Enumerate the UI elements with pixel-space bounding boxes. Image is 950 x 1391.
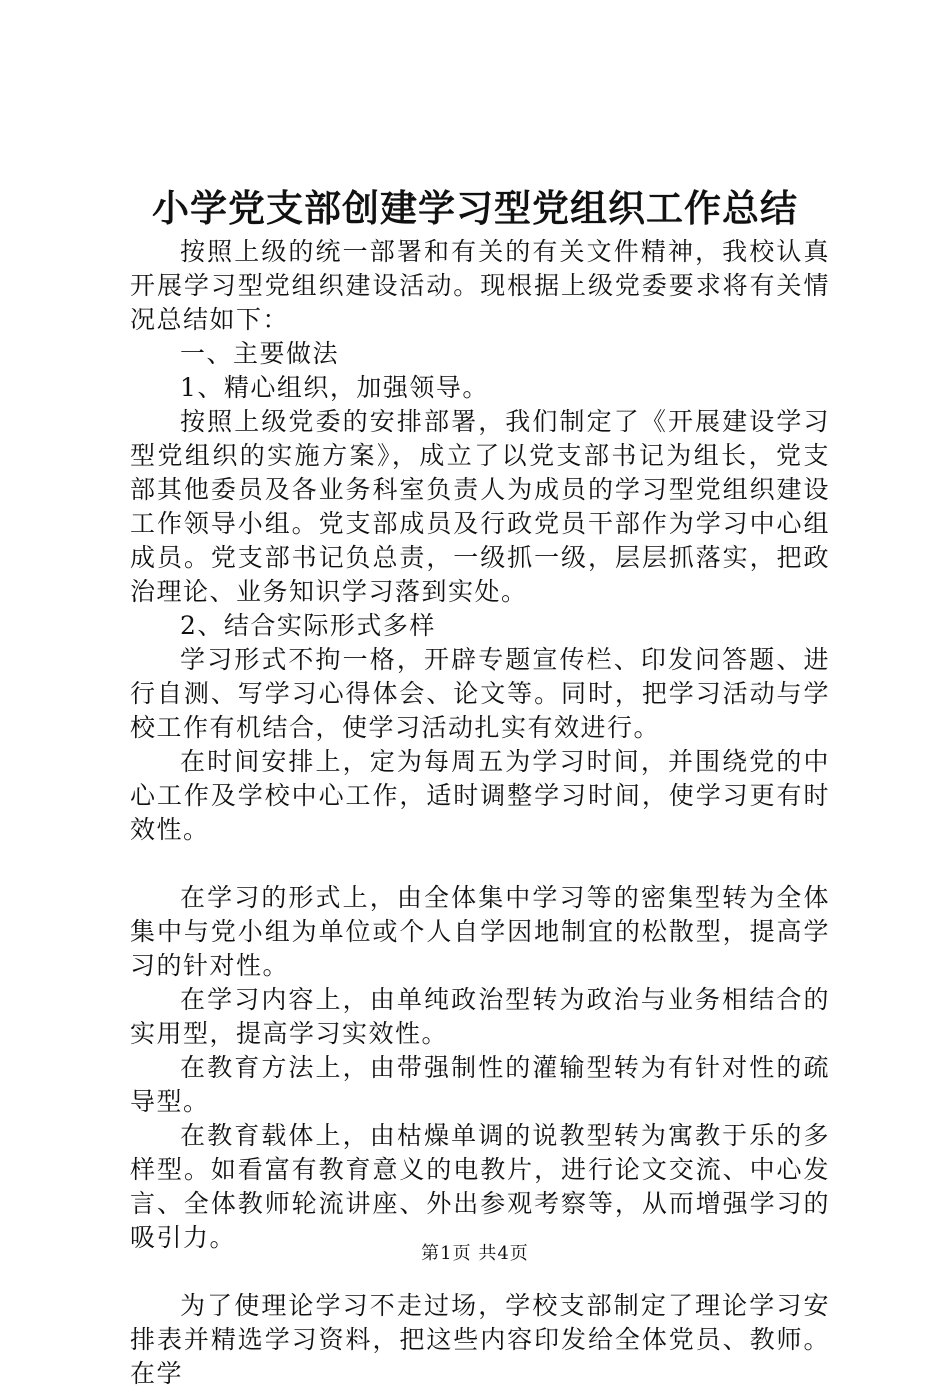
- subheading-organization: 1、精心组织，加强领导。: [180, 373, 489, 402]
- section-heading-main-practices: 一、主要做法: [180, 339, 340, 368]
- document-title: 小学党支部创建学习型党组织工作总结: [152, 186, 798, 230]
- paragraph-study-format: 在学习的形式上，由全体集中学习等的密集型转为全体集中与党小组为单位或个人自学因地制宜的松散型，提高学习的针对性。: [130, 883, 830, 980]
- paragraph-study-forms: 学习形式不拘一格，开辟专题宣传栏、印发问答题、进行自测、写学习心得体会、论文等。同时，把学习活动与学校工作有机结合，使学习活动扎实有效进行。: [130, 645, 830, 742]
- page-number-footer: 第1页 共4页: [421, 1243, 529, 1264]
- paragraph-intro: 按照上级的统一部署和有关的有关文件精神，我校认真开展学习型党组织建设活动。现根据上级党委要求将有关情况总结如下：: [130, 237, 830, 334]
- subheading-diverse-forms: 2、结合实际形式多样: [180, 611, 436, 640]
- paragraph-theory-study: 为了使理论学习不走过场，学校支部制定了理论学习安排表并精选学习资料，把这些内容印发给全体党员、教师。在学: [130, 1291, 830, 1388]
- paragraph-teaching-carrier: 在教育载体上，由枯燥单调的说教型转为寓教于乐的多样型。如看富有教育意义的电教片，进行论文交流、中心发言、全体教师轮流讲座、外出参观考察等，从而增强学习的吸引力。: [130, 1121, 830, 1252]
- paragraph-time-arrangement: 在时间安排上，定为每周五为学习时间，并围绕党的中心工作及学校中心工作，适时调整学习时间，使学习更有时效性。: [130, 747, 830, 844]
- paragraph-study-content: 在学习内容上，由单纯政治型转为政治与业务相结合的实用型，提高学习实效性。: [130, 985, 830, 1048]
- paragraph-organization: 按照上级党委的安排部署，我们制定了《开展建设学习型党组织的实施方案》，成立了以党支部书记为组长，党支部其他委员及各业务科室负责人为成员的学习型党组织建设工作领导小组。党支部成员及行政党员干部作为学习中心组成员。党支部书记负总责，一级抓一级，层层抓落实，把政治理论、业务知识学习落到实处。: [130, 407, 830, 606]
- paragraph-teaching-method: 在教育方法上，由带强制性的灌输型转为有针对性的疏导型。: [130, 1053, 830, 1116]
- document-body: [130, 235, 830, 1391]
